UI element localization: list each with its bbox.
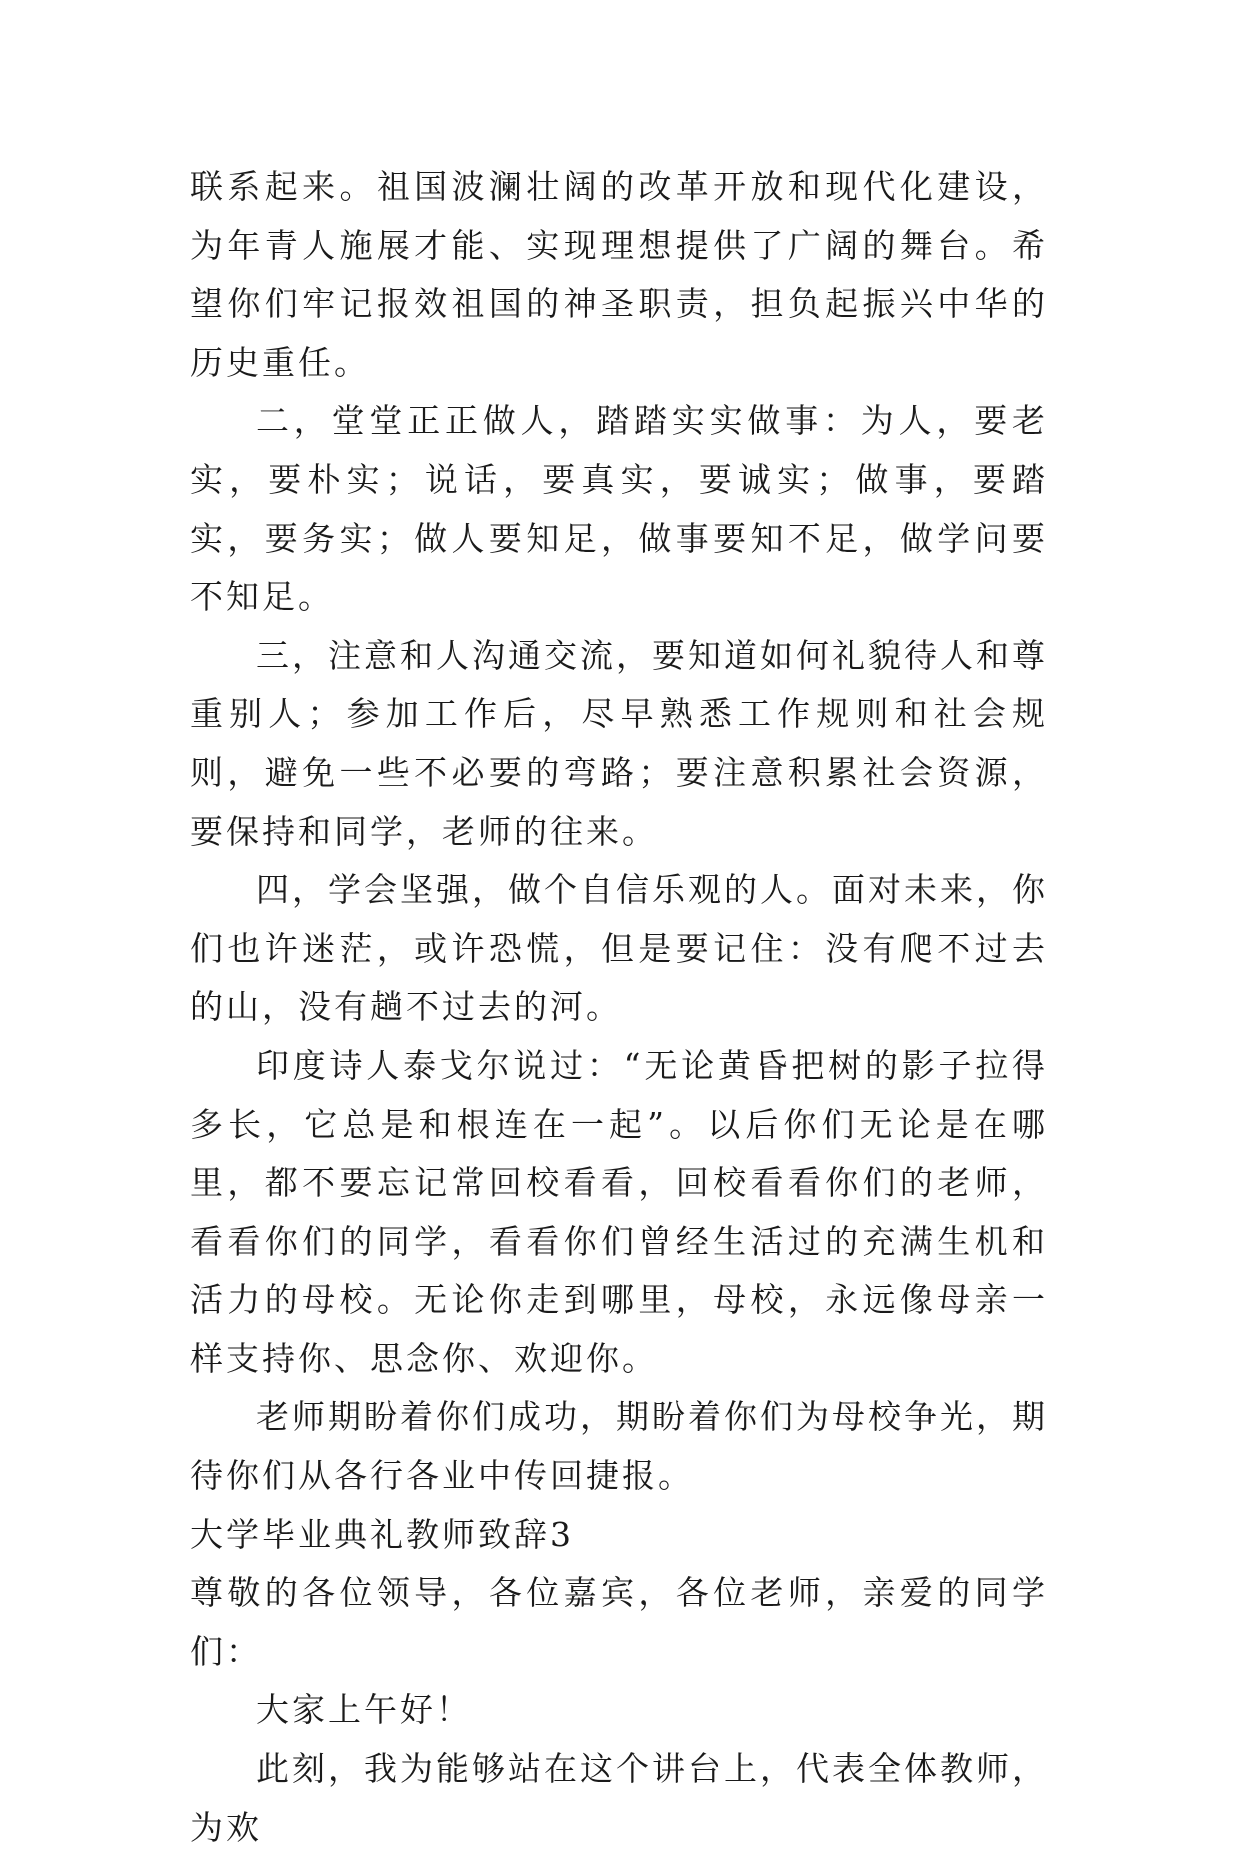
paragraph-closing-wish: 老师期盼着你们成功，期盼着你们为母校争光，期待你们从各行各业中传回捷报。 bbox=[190, 1397, 1048, 1496]
paragraph-point-three: 三，注意和人沟通交流，要知道如何礼貌待人和尊重别人；参加工作后，尽早熟悉工作规则和社会规则，避免一些不必要的弯路；要注意积累社会资源，要保持和同学，老师的往来。 bbox=[190, 635, 1048, 851]
paragraph-tagore-quote: 印度诗人泰戈尔说过：“无论黄昏把树的影子拉得多长，它总是和根连在一起”。以后你们无论是在哪里，都不要忘记常回校看看，回校看看你们的老师，看看你们的同学，看看你们曾经生活过的充满生机和活力的母校。无论你走到哪里，母校，永远像母亲一样支持你、思念你、欢迎你。 bbox=[190, 1045, 1048, 1378]
paragraph-point-four: 四，学会坚强，做个自信乐观的人。面对未来，你们也许迷茫，或许恐慌，但是要记住：没有爬不过去的山，没有趟不过去的河。 bbox=[190, 870, 1048, 1027]
document-body bbox=[190, 158, 1048, 1857]
greeting: 大家上午好！ bbox=[256, 1690, 472, 1730]
paragraph-continuation: 联系起来。祖国波澜壮阔的改革开放和现代化建设，为年青人施展才能、实现理想提供了广阔的舞台。希望你们牢记报效祖国的神圣职责，担负起振兴中华的历史重任。 bbox=[190, 167, 1048, 382]
paragraph-point-two: 二，堂堂正正做人，踏踏实实做事：为人，要老实，要朴实；说话，要真实，要诚实；做事，要踏实，要务实；做人要知足，做事要知不足，做学问要不知足。 bbox=[190, 401, 1048, 617]
paragraph-opening: 此刻，我为能够站在这个讲台上，代表全体教师，为欢 bbox=[190, 1749, 1048, 1847]
salutation: 尊敬的各位领导，各位嘉宾，各位老师，亲爱的同学们： bbox=[190, 1573, 1048, 1671]
section-heading: 大学毕业典礼教师致辞3 bbox=[190, 1514, 574, 1554]
